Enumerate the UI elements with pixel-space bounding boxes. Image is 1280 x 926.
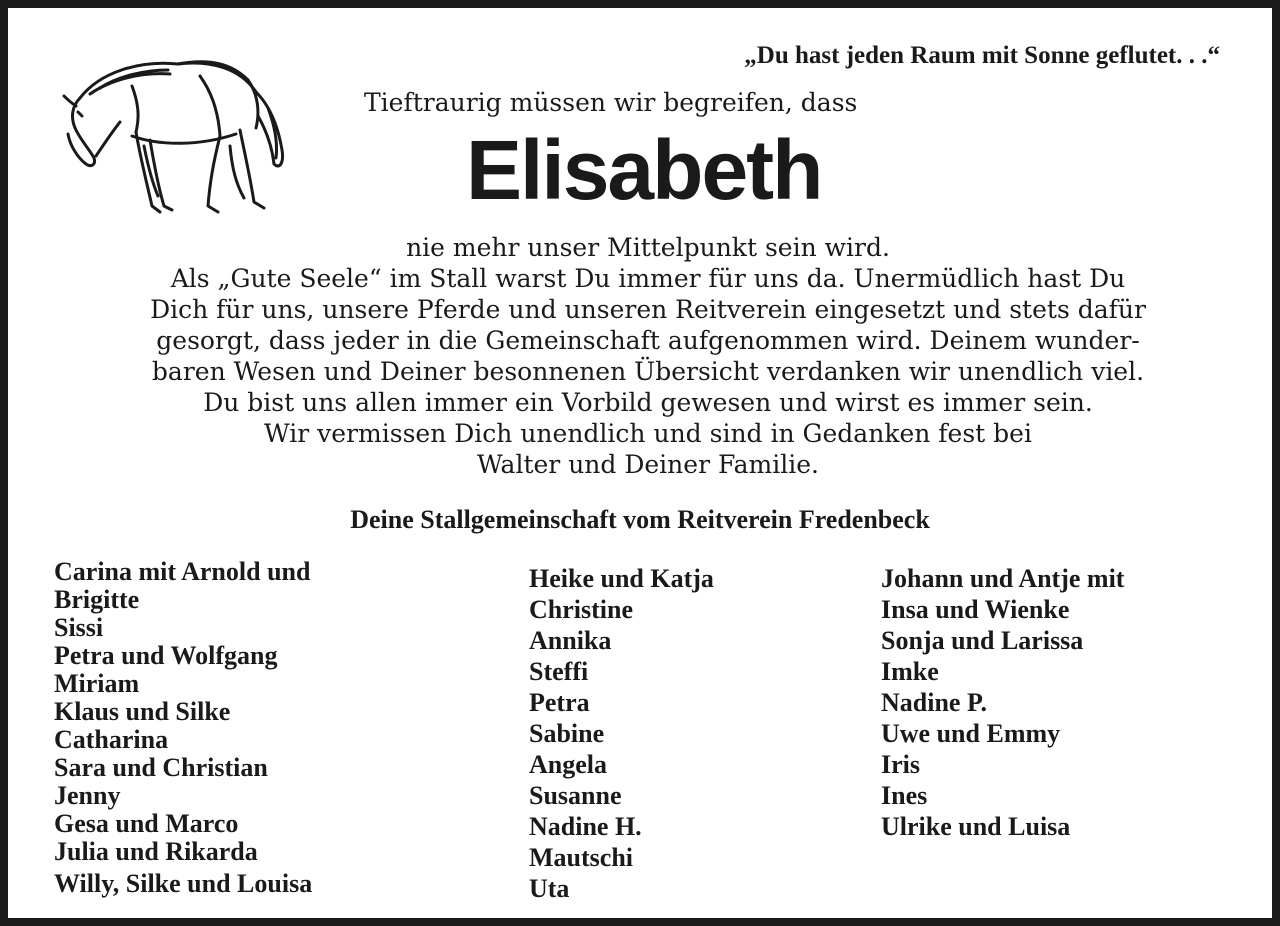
mourner-name: Insa und Wienke xyxy=(881,595,1070,624)
mourner-name: Klaus und Silke xyxy=(54,697,231,726)
mourner-name: Sissi xyxy=(54,613,104,642)
mourner-name: Sonja und Larissa xyxy=(881,626,1084,655)
mourner-name: Iris xyxy=(881,750,920,779)
mourner-name: Carina mit Arnold und xyxy=(54,557,311,586)
intro-line: Tieftraurig müssen wir begreifen, dass xyxy=(364,88,858,117)
text-line: Dich für uns, unsere Pferde und unseren Reitverein eingesetzt und stets dafür xyxy=(150,295,1146,324)
mourner-name: Steffi xyxy=(529,657,589,686)
mourner-name: Brigitte xyxy=(54,585,140,614)
mourner-name: Sara und Christian xyxy=(54,753,268,782)
names-column-2 xyxy=(529,563,714,904)
mourner-name: Ines xyxy=(881,781,928,810)
mourner-name: Gesa und Marco xyxy=(54,809,239,838)
mourner-name: Uwe und Emmy xyxy=(881,719,1061,748)
mourner-name: Catharina xyxy=(54,725,169,754)
text-line: Als „Gute Seele“ im Stall warst Du immer für uns da. Unermüdlich hast Du xyxy=(170,264,1126,293)
mourner-name: Nadine H. xyxy=(529,812,642,841)
horse-drawing-icon xyxy=(60,46,292,224)
mourner-name: Sabine xyxy=(529,719,605,748)
names-column-3 xyxy=(881,563,1124,842)
text-line: Wir vermissen Dich unendlich und sind in Gedanken fest bei xyxy=(264,419,1032,448)
deceased-name: Elisabeth xyxy=(466,123,822,217)
mourner-name: Jenny xyxy=(54,781,121,810)
mourner-name: Julia und Rikarda xyxy=(54,837,258,866)
mourner-name: Heike und Katja xyxy=(529,564,714,593)
mourner-name: Annika xyxy=(529,626,612,655)
mourner-name: Christine xyxy=(529,595,633,624)
text-line: nie mehr unser Mittelpunkt sein wird. xyxy=(406,233,890,262)
text-line: Du bist uns allen immer ein Vorbild gewesen und wirst es immer sein. xyxy=(203,388,1093,417)
text-line: baren Wesen und Deiner besonnenen Übersicht verdanken wir unendlich viel. xyxy=(151,357,1145,386)
mourner-name: Angela xyxy=(529,750,607,779)
text-line: gesorgt, dass jeder in die Gemeinschaft aufgenommen wird. Deinem wunder- xyxy=(156,326,1140,355)
text-line: Walter und Deiner Familie. xyxy=(477,450,819,479)
mourner-name: Ulrike und Luisa xyxy=(881,812,1071,841)
mourner-name: Nadine P. xyxy=(881,688,987,717)
mourner-name: Johann und Antje mit xyxy=(881,564,1125,593)
mourner-name: Uta xyxy=(529,874,570,903)
mourner-name: Petra xyxy=(529,688,590,717)
mourner-name: Mautschi xyxy=(529,843,633,872)
mourner-name: Imke xyxy=(881,657,939,686)
mourner-name: Petra und Wolfgang xyxy=(54,641,278,670)
obituary-text xyxy=(48,232,1248,480)
mourner-name: Susanne xyxy=(529,781,622,810)
motto-quote: „Du hast jeden Raum mit Sonne geflutet. . .“ xyxy=(744,42,1220,69)
signature-line: Deine Stallgemeinschaft vom Reitverein Fredenbeck xyxy=(350,505,930,534)
mourner-name: Willy, Silke und Louisa xyxy=(54,869,313,898)
mourner-name: Miriam xyxy=(54,669,140,698)
names-column-1 xyxy=(54,558,312,898)
